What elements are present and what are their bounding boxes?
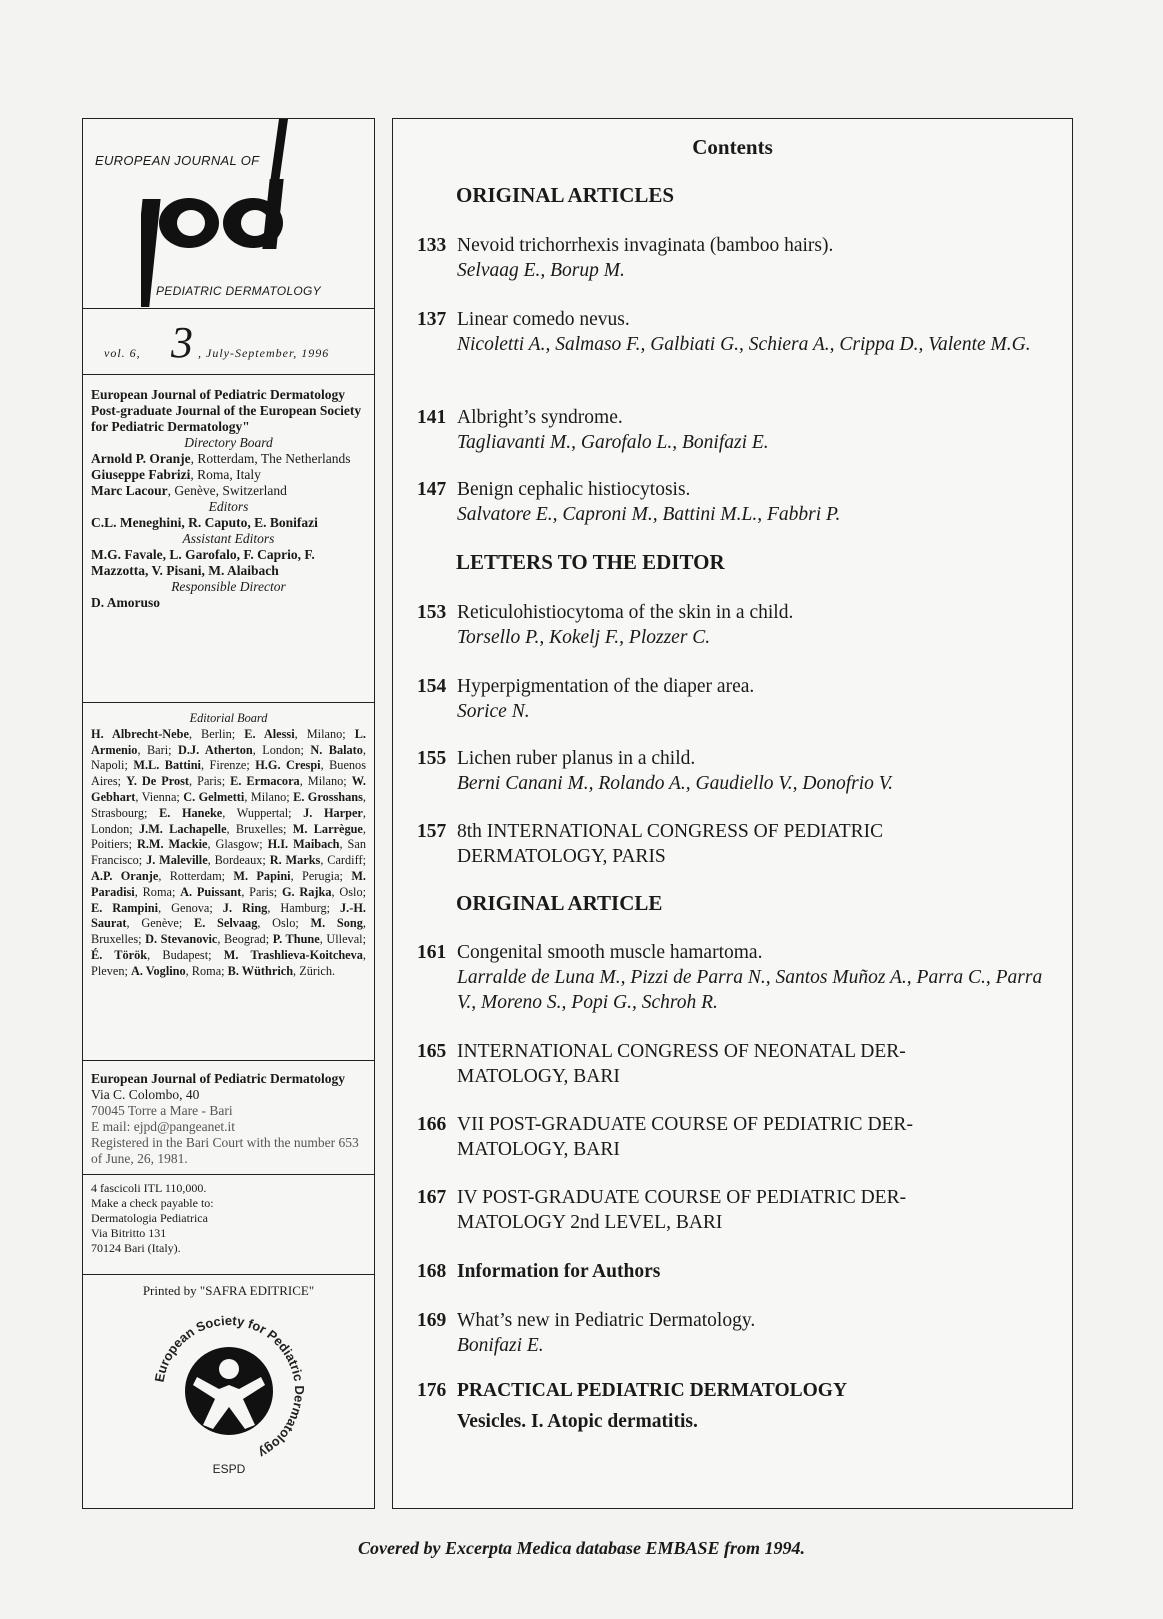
entry-title: INTERNATIONAL CONGRESS OF NEONATAL DER- [457, 1041, 906, 1062]
volume-date: , July-September, 1996 [198, 346, 330, 360]
journal-name: European Journal of Pediatric Dermatology [91, 387, 345, 402]
entry-title: Linear comedo nevus. [457, 309, 630, 330]
board-member-place: , Poitiers; [91, 821, 366, 852]
address-box [83, 1061, 374, 1175]
entry-authors: Sorice N. [457, 701, 530, 722]
board-member-name: D. Stevanovic [145, 932, 218, 947]
page-number: 166 [417, 1114, 447, 1135]
subscription-line: Make a check payable to: [91, 1196, 214, 1210]
board-member-place: , Vienna; [135, 789, 184, 804]
publisher-email: E mail: ejpd@pangeanet.it [91, 1119, 236, 1134]
page-number: 168 [417, 1261, 447, 1282]
editors-label: Editors [208, 499, 249, 514]
directory-member: Giuseppe Fabrizi, Roma, Italy [91, 467, 261, 482]
board-member-place: , Cardiff; [320, 853, 366, 868]
entry-authors: Selvaag E., Borup M. [457, 260, 625, 281]
svg-text:European Society for Pediatric: European Society for Pediatric Dermatology [151, 1312, 307, 1462]
subscription-box [83, 1175, 374, 1275]
entry-title: What’s new in Pediatric Dermatology. [457, 1310, 756, 1331]
publisher-city: 70045 Torre a Mare - Bari [91, 1103, 233, 1118]
pd-logo [141, 119, 301, 309]
board-member-place: , Wuppertal; [222, 805, 304, 820]
board-member-name: N. Balato [310, 742, 363, 757]
page-number: 147 [417, 479, 447, 500]
board-member-place: , Budapest; [147, 947, 224, 962]
masthead-top-text: EUROPEAN JOURNAL OF [95, 153, 260, 168]
printer-text: Printed by "SAFRA EDITRICE" [142, 1283, 315, 1298]
board-member-name: M. Paradisi [91, 868, 366, 899]
board-member-name: J. Maleville [146, 853, 208, 868]
entry-title: 8th INTERNATIONAL CONGRESS OF PEDIATRIC [457, 821, 884, 842]
assistant-editors-label: Assistant Editors [182, 531, 275, 546]
editorial-board-label: Editorial Board [189, 711, 268, 725]
entry-authors: Nicoletti A., Salmaso F., Galbiati G., Schiera A., Crippa D., Valente M.G. [457, 334, 1031, 355]
board-member-name: L. Armenio [91, 726, 366, 757]
page-number: 161 [417, 942, 447, 963]
entry-authors: Berni Canani M., Rolando A., Gaudiello V., Donofrio V. [457, 773, 894, 794]
page-number: 157 [417, 821, 447, 842]
board-member-place: , London; [91, 805, 366, 836]
contents-entry [417, 1308, 1057, 1358]
board-member-place: , Napoli; [91, 742, 366, 773]
board-member-place: , Bruxelles; [91, 916, 366, 947]
board-member-place: , Genova; [158, 900, 223, 915]
directory-list [91, 451, 366, 499]
contents-title: Contents [692, 135, 773, 159]
contents-entry [417, 674, 1057, 724]
espd-society-logo [139, 1301, 319, 1481]
page-number: 133 [417, 235, 447, 256]
entry-authors: Salvatore E., Caproni M., Battini M.L., Fabbri P. [457, 504, 841, 525]
entry-title: VII POST-GRADUATE COURSE OF PEDIATRIC DER- [457, 1114, 913, 1135]
board-member-name: E. Grosshans [293, 789, 363, 804]
board-member-place: , Paris; [241, 884, 282, 899]
entry-authors: Larralde de Luna M., Pizzi de Parra N., Santos Muñoz A., Parra C., Parra V., Moreno S., Popi G., Schroh R. [457, 967, 1043, 1013]
board-member-place: , Pleven; [91, 947, 366, 978]
board-member-name: H. Albrecht-Nebe [91, 726, 189, 741]
contents-entry [417, 1259, 1057, 1284]
board-member-name: A.P. Oranje [91, 868, 159, 883]
entry-title-continued: MATOLOGY, BARI [457, 1066, 620, 1087]
contents-entry [417, 600, 1057, 650]
contents-entry [417, 405, 1057, 455]
entry-title: Nevoid trichorrhexis invaginata (bamboo hairs). [457, 235, 834, 256]
board-member-name: E. Haneke [159, 805, 223, 820]
entry-subtitle: Vesicles. I. Atopic dermatitis. [457, 1411, 698, 1432]
board-member-name: E. Alessi [244, 726, 295, 741]
contents-entry [417, 1185, 1057, 1235]
board-member-place: , Paris; [189, 774, 231, 789]
journal-info-column [82, 118, 375, 1509]
entry-title: Lichen ruber planus in a child. [457, 748, 696, 769]
board-member-name: E. Selvaag [194, 916, 258, 931]
section-title: LETTERS TO THE EDITOR [456, 550, 725, 574]
board-member-name: J. Ring [222, 900, 268, 915]
directory-member: Arnold P. Oranje, Rotterdam, The Netherlands [91, 451, 351, 466]
board-member-name: H.G. Crespi [255, 758, 321, 773]
page-number: 154 [417, 676, 447, 697]
board-member-name: G. Rajka [281, 884, 332, 899]
board-member-place: , Beograd; [217, 932, 273, 947]
board-member-place: , Roma; [134, 884, 181, 899]
contents-entry [417, 233, 1057, 283]
entry-title-continued: DERMATOLOGY, PARIS [457, 846, 666, 867]
contents-entry [417, 819, 1057, 869]
contents-entry [417, 1378, 1057, 1434]
board-member-name: A. Puissant [180, 884, 242, 899]
board-member-place: , London; [252, 742, 311, 757]
board-member-place: , Buenos Aires; [91, 758, 366, 789]
entry-title: IV POST-GRADUATE COURSE OF PEDIATRIC DER- [457, 1187, 907, 1208]
board-member-place: , Ulleval; [319, 932, 366, 947]
page-number: 167 [417, 1187, 447, 1208]
board-member-name: H.I. Maibach [267, 837, 340, 852]
contents-entry [417, 307, 1057, 357]
board-member-name: Y. De Prost [126, 774, 190, 789]
section-title: ORIGINAL ARTICLES [456, 183, 675, 207]
entry-authors: Tagliavanti M., Garofalo L., Bonifazi E. [457, 432, 769, 453]
board-member-name: A. Voglino [130, 963, 186, 978]
directory-label: Directory Board [184, 435, 273, 450]
subscription-line: Dermatologia Pediatrica [91, 1211, 208, 1225]
contents-entry [417, 746, 1057, 796]
journal-info-box [83, 375, 374, 703]
entry-title: Hyperpigmentation of the diaper area. [457, 676, 755, 697]
journal-subtitle: Post-graduate Journal of the European Society for Pediatric Dermatology" [91, 403, 362, 434]
assistant-editors: M.G. Favale, L. Garofalo, F. Caprio, F. Mazzotta, V. Pisani, M. Alaibach [91, 547, 315, 578]
subscription-line: 70124 Bari (Italy). [91, 1241, 181, 1255]
contents-entry [417, 1039, 1057, 1089]
board-member-place: , Rotterdam; [158, 868, 234, 883]
board-member-place: , Oslo; [257, 916, 311, 931]
entry-title: Albright’s syndrome. [457, 407, 623, 428]
masthead-bottom-text: PEDIATRIC DERMATOLOGY [156, 284, 321, 298]
volume-prefix: vol. 6, [104, 346, 141, 360]
board-member-place: , San Francisco; [91, 837, 367, 868]
entry-title: PRACTICAL PEDIATRIC DERMATOLOGY [457, 1380, 848, 1401]
entry-title-continued: MATOLOGY, BARI [457, 1139, 620, 1160]
board-member-name: M. Song [310, 916, 363, 931]
entry-title-continued: MATOLOGY 2nd LEVEL, BARI [457, 1212, 723, 1233]
board-member-place: , Bruxelles; [226, 821, 293, 836]
entry-authors: Torsello P., Kokelj F., Plozzer C. [457, 627, 711, 648]
page-number: 176 [417, 1380, 447, 1401]
board-member-place: , Glasgow; [207, 837, 268, 852]
contents-entry [417, 940, 1057, 1015]
contents-entry [417, 1112, 1057, 1162]
board-member-place: , Bordeaux; [207, 853, 270, 868]
entry-title: Congenital smooth muscle hamartoma. [457, 942, 763, 963]
page-number: 141 [417, 407, 447, 428]
board-member-place: , Strasbourg; [91, 789, 366, 820]
board-member-name: J.M. Lachapelle [138, 821, 227, 836]
editorial-board-list [91, 727, 366, 980]
board-member-place: , Zürich. [293, 963, 336, 978]
issue-number: 3 [171, 318, 193, 367]
entry-authors: Bonifazi E. [457, 1335, 544, 1356]
board-member-place: , Milano; [244, 789, 294, 804]
espd-abbr: ESPD [212, 1462, 245, 1476]
page-number: 169 [417, 1310, 447, 1331]
board-member-name: B. Wüthrich [227, 963, 294, 978]
board-member-name: R. Marks [269, 853, 321, 868]
page-number: 153 [417, 602, 447, 623]
printer-box [83, 1275, 374, 1505]
page-number: 137 [417, 309, 447, 330]
board-member-name: J. Harper [303, 805, 363, 820]
board-member-name: É. Török [91, 947, 148, 962]
section-title: ORIGINAL ARTICLE [456, 891, 663, 915]
registration-note: Registered in the Bari Court with the number 653 of June, 26, 1981. [91, 1135, 359, 1166]
board-member-name: M.L. Battini [133, 758, 201, 773]
page-number: 155 [417, 748, 447, 769]
volume-line [83, 309, 374, 375]
editorial-board-box [83, 703, 374, 1061]
board-member-name: M. Papini [233, 868, 291, 883]
contents-entry [417, 477, 1057, 527]
masthead [83, 119, 374, 309]
board-member-place: , Oslo; [331, 884, 367, 899]
board-member-name: R.M. Mackie [136, 837, 208, 852]
board-member-place: , Roma; [185, 963, 228, 978]
subscription-line: Via Bitritto 131 [91, 1226, 167, 1240]
publisher-name: European Journal of Pediatric Dermatology [91, 1071, 345, 1086]
board-member-place: , Milano; [294, 726, 355, 741]
publisher-street: Via C. Colombo, 40 [91, 1087, 200, 1102]
board-member-place: , Berlin; [188, 726, 245, 741]
subscription-line: 4 fascicoli ITL 110,000. [91, 1181, 207, 1195]
board-member-place: , Genève; [126, 916, 195, 931]
responsible-director: D. Amoruso [91, 595, 161, 610]
board-member-name: J.-H. Saurat [91, 900, 366, 931]
responsible-director-label: Responsible Director [171, 579, 286, 594]
board-member-name: M. Larrègue [292, 821, 363, 836]
board-member-name: C. Gelmetti [183, 789, 245, 804]
indexing-footer: Covered by Excerpta Medica database EMBASE from 1994. [358, 1538, 805, 1558]
board-member-name: W. Gebhart [91, 774, 366, 804]
board-member-name: D.J. Atherton [177, 742, 253, 757]
board-member-place: , Bari; [137, 742, 178, 757]
editors: C.L. Meneghini, R. Caputo, E. Bonifazi [91, 515, 318, 530]
directory-member: Marc Lacour, Genève, Switzerland [91, 483, 287, 498]
board-member-name: M. Trashlieva-Koitcheva [223, 947, 363, 962]
board-member-place: , Milano; [299, 774, 352, 789]
board-member-place: , Firenze; [200, 758, 256, 773]
board-member-name: P. Thune [272, 932, 320, 947]
entry-title: Information for Authors [457, 1261, 661, 1282]
board-member-place: , Perugia; [290, 868, 352, 883]
board-member-place: , Hamburg; [267, 900, 341, 915]
entry-title: Reticulohistiocytoma of the skin in a child. [457, 602, 794, 623]
board-member-name: E. Rampini [91, 900, 159, 915]
entry-title: Benign cephalic histiocytosis. [457, 479, 691, 500]
board-member-name: E. Ermacora [230, 774, 300, 789]
contents-column [392, 118, 1073, 1509]
page-number: 165 [417, 1041, 447, 1062]
